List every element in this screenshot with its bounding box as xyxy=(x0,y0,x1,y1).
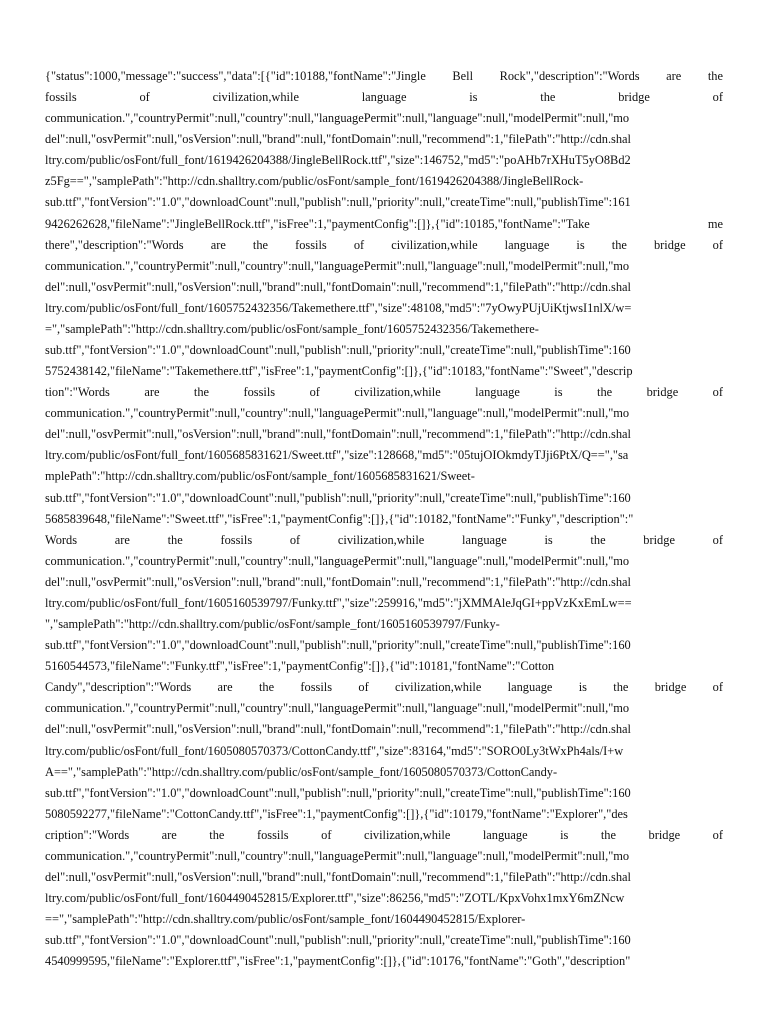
text-line: Words are the fossils of civilization,while language is the bridge of xyxy=(45,532,723,547)
text-line: ==","samplePath":"http://cdn.shalltry.com/public/osFont/sample_font/1604490452815/Explorer- xyxy=(45,912,526,927)
text-line: 9426262628,"fileName":"JingleBellRock.ttf","isFree":1,"paymentConfig":[]},{"id":10185,"fontName":"Take me xyxy=(45,216,723,231)
text-line: ltry.com/public/osFont/full_font/1619426204388/JingleBellRock.ttf","size":146752,"md5":"poAHb7rXHuT5yO8Bd2 xyxy=(45,153,631,168)
text-line: del":null,"osvPermit":null,"osVersion":null,"brand":null,"fontDomain":null,"recommend":1,"filePath":"http://cdn.shal xyxy=(45,132,631,147)
text-line: cription":"Words are the fossils of civilization,while language is the bridge of xyxy=(45,827,723,842)
text-line: ltry.com/public/osFont/full_font/1605160539797/Funky.ttf","size":259916,"md5":"jXMMAleJqGI+ppVzKxEmLw== xyxy=(45,595,632,610)
text-line: sub.ttf","fontVersion":"1.0","downloadCount":null,"publish":null,"priority":null,"createTime":null,"publishTime":161 xyxy=(45,195,631,210)
text-line: ","samplePath":"http://cdn.shalltry.com/public/osFont/sample_font/1605160539797/Funky- xyxy=(45,617,500,632)
text-line: communication.","countryPermit":null,"country":null,"languagePermit":null,"language":null,"modelPermit":null,"mo xyxy=(45,848,630,863)
text-line: ltry.com/public/osFont/full_font/1605685831621/Sweet.ttf","size":128668,"md5":"05tujOIOkmdyTJji6PtX/Q==","sa xyxy=(45,448,629,463)
text-line: 4540999595,"fileName":"Explorer.ttf","isFree":1,"paymentConfig":[]},{"id":10176,"fontName":"Goth","description" xyxy=(45,954,631,969)
text-line: mplePath":"http://cdn.shalltry.com/public/osFont/sample_font/1605685831621/Sweet- xyxy=(45,469,475,484)
text-line: ltry.com/public/osFont/full_font/1605752432356/Takemethere.ttf","size":48108,"md5":"7yOwyPUjUiKtjwsI1nlX/w= xyxy=(45,300,632,315)
text-line: del":null,"osvPermit":null,"osVersion":null,"brand":null,"fontDomain":null,"recommend":1,"filePath":"http://cdn.shal xyxy=(45,427,631,442)
text-line: communication.","countryPermit":null,"country":null,"languagePermit":null,"language":null,"modelPermit":null,"mo xyxy=(45,111,630,126)
text-line: z5Fg==","samplePath":"http://cdn.shalltry.com/public/osFont/sample_font/1619426204388/JingleBellRock- xyxy=(45,174,584,189)
text-line: del":null,"osvPermit":null,"osVersion":null,"brand":null,"fontDomain":null,"recommend":1,"filePath":"http://cdn.shal xyxy=(45,869,631,884)
text-line: {"status":1000,"message":"success","data":[{"id":10188,"fontName":"Jingle Bell Rock","description":"Words are the xyxy=(45,69,723,83)
text-line: A==","samplePath":"http://cdn.shalltry.com/public/osFont/sample_font/1605080570373/CottonCandy- xyxy=(45,764,558,779)
text-line: =","samplePath":"http://cdn.shalltry.com/public/osFont/sample_font/1605752432356/Takemethere- xyxy=(45,321,539,336)
text-line: ltry.com/public/osFont/full_font/1605080570373/CottonCandy.ttf","size":83164,"md5":"SORO0Ly3tWxPh4als/I+w xyxy=(45,743,624,758)
text-line: tion":"Words are the fossils of civilization,while language is the bridge of xyxy=(45,385,723,400)
text-line: 5685839648,"fileName":"Sweet.ttf","isFree":1,"paymentConfig":[]},{"id":10182,"fontName":"Funky","description":" xyxy=(45,511,634,526)
text-line: del":null,"osvPermit":null,"osVersion":null,"brand":null,"fontDomain":null,"recommend":1,"filePath":"http://cdn.shal xyxy=(45,574,631,589)
text-line: communication.","countryPermit":null,"country":null,"languagePermit":null,"language":null,"modelPermit":null,"mo xyxy=(45,258,630,273)
text-line: 5752438142,"fileName":"Takemethere.ttf","isFree":1,"paymentConfig":[]},{"id":10183,"fontName":"Sweet","descrip xyxy=(45,364,633,379)
text-line: ltry.com/public/osFont/full_font/1604490452815/Explorer.ttf","size":86256,"md5":"ZOTL/KpxVohx1mxY6mZNcw xyxy=(45,891,625,906)
text-line: communication.","countryPermit":null,"country":null,"languagePermit":null,"language":null,"modelPermit":null,"mo xyxy=(45,553,630,568)
text-line: fossils of civilization,while language is the bridge of xyxy=(45,90,723,105)
text-line: del":null,"osvPermit":null,"osVersion":null,"brand":null,"fontDomain":null,"recommend":1,"filePath":"http://cdn.shal xyxy=(45,722,631,737)
text-line: sub.ttf","fontVersion":"1.0","downloadCount":null,"publish":null,"priority":null,"createTime":null,"publishTime":160 xyxy=(45,343,631,358)
document-page xyxy=(45,66,723,972)
text-line: 5080592277,"fileName":"CottonCandy.ttf","isFree":1,"paymentConfig":[]},{"id":10179,"fontName":"Explorer","des xyxy=(45,806,628,821)
text-line: communication.","countryPermit":null,"country":null,"languagePermit":null,"language":null,"modelPermit":null,"mo xyxy=(45,701,630,716)
text-line: sub.ttf","fontVersion":"1.0","downloadCount":null,"publish":null,"priority":null,"createTime":null,"publishTime":160 xyxy=(45,933,631,948)
text-line: sub.ttf","fontVersion":"1.0","downloadCount":null,"publish":null,"priority":null,"createTime":null,"publishTime":160 xyxy=(45,785,631,800)
text-line: 5160544573,"fileName":"Funky.ttf","isFree":1,"paymentConfig":[]},{"id":10181,"fontName":"Cotton xyxy=(45,659,555,674)
text-line: communication.","countryPermit":null,"country":null,"languagePermit":null,"language":null,"modelPermit":null,"mo xyxy=(45,406,630,421)
text-line: sub.ttf","fontVersion":"1.0","downloadCount":null,"publish":null,"priority":null,"createTime":null,"publishTime":160 xyxy=(45,638,631,653)
text-line: del":null,"osvPermit":null,"osVersion":null,"brand":null,"fontDomain":null,"recommend":1,"filePath":"http://cdn.shal xyxy=(45,279,631,294)
text-line: Candy","description":"Words are the fossils of civilization,while language is the bridge of xyxy=(45,680,723,695)
text-line: there","description":"Words are the fossils of civilization,while language is the bridge of xyxy=(45,237,723,252)
text-line: sub.ttf","fontVersion":"1.0","downloadCount":null,"publish":null,"priority":null,"createTime":null,"publishTime":160 xyxy=(45,490,631,505)
